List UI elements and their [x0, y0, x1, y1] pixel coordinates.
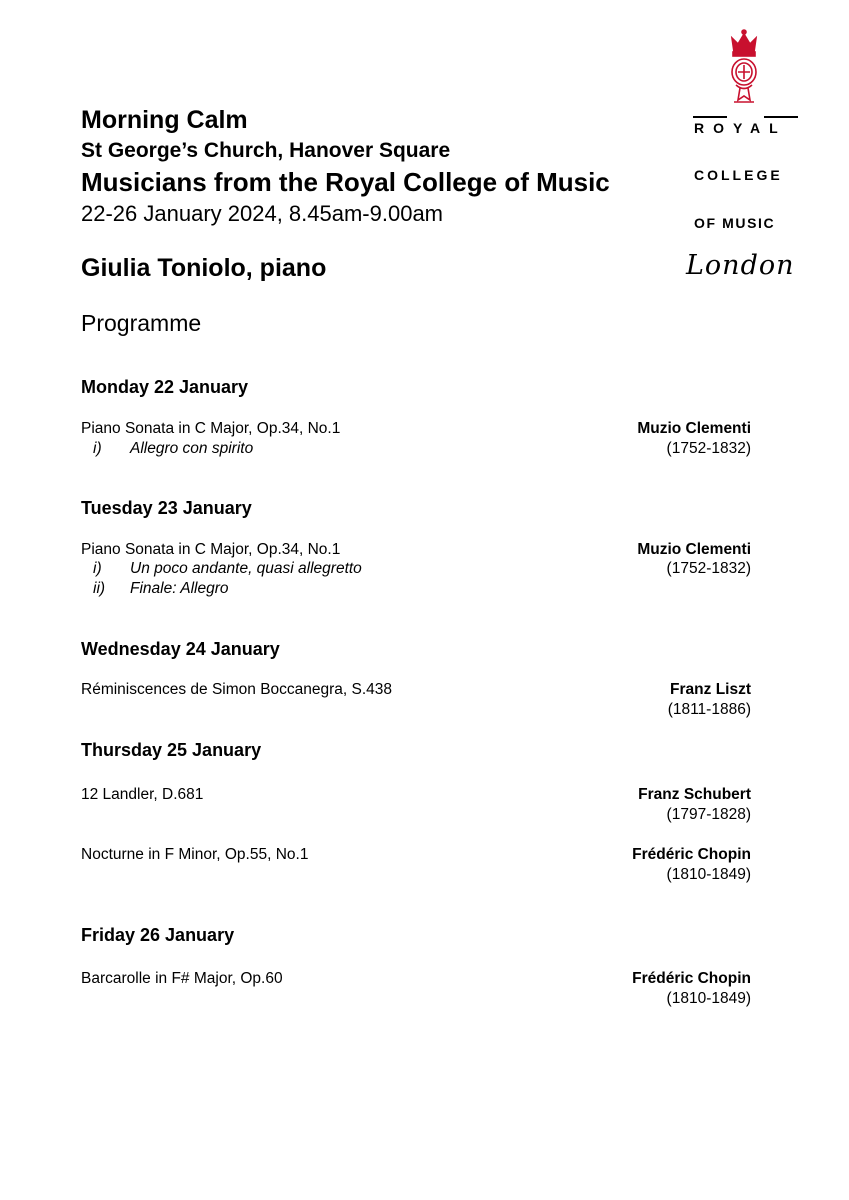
movement — [93, 559, 362, 579]
day-heading-friday: Friday 26 January — [81, 925, 235, 945]
composer-years: (1752-1832) — [666, 560, 751, 577]
movement — [93, 439, 253, 459]
day-heading-tuesday: Tuesday 23 January — [81, 498, 252, 518]
composer-name: Franz Liszt — [670, 681, 751, 698]
day-heading-wednesday: Wednesday 24 January — [81, 639, 280, 659]
logo-rule-right — [764, 116, 798, 118]
composer-name: Muzio Clementi — [637, 541, 751, 558]
work-title: Piano Sonata in C Major, Op.34, No.1 — [81, 420, 341, 437]
movement-name: Allegro con spirito — [130, 440, 254, 457]
logo-london: London — [686, 250, 795, 281]
logo-rule-left — [693, 116, 727, 118]
logo-of-music: OF MUSIC — [694, 215, 776, 231]
movement — [93, 579, 229, 599]
composer-name: Frédéric Chopin — [632, 970, 751, 987]
page-title: Morning Calm — [81, 106, 248, 134]
work-title: 12 Landler, D.681 — [81, 786, 204, 803]
venue: St George’s Church, Hanover Square — [81, 139, 451, 162]
musicians-heading: Musicians from the Royal College of Music — [81, 167, 610, 197]
movement-name: Finale: Allegro — [130, 580, 229, 597]
movement-number: i) — [93, 560, 102, 577]
work-title: Réminiscences de Simon Boccanegra, S.438 — [81, 681, 393, 698]
composer-name: Muzio Clementi — [637, 420, 751, 437]
logo-royal: ROYAL — [694, 120, 787, 136]
composer-years: (1810-1849) — [666, 866, 751, 883]
composer-name: Frédéric Chopin — [632, 846, 751, 863]
composer-years: (1752-1832) — [666, 440, 751, 457]
performer: Giulia Toniolo, piano — [81, 254, 327, 282]
composer-years: (1797-1828) — [666, 806, 751, 823]
composer-years: (1810-1849) — [666, 990, 751, 1007]
day-heading-monday: Monday 22 January — [81, 377, 249, 397]
movement-number: ii) — [93, 580, 106, 597]
work-title: Barcarolle in F# Major, Op.60 — [81, 970, 283, 987]
day-heading-thursday: Thursday 25 January — [81, 740, 262, 760]
composer-years: (1811-1886) — [667, 701, 751, 718]
rcm-logo — [686, 28, 806, 288]
composer-name: Franz Schubert — [638, 786, 751, 803]
work-title: Nocturne in F Minor, Op.55, No.1 — [81, 846, 309, 863]
movement-name: Un poco andante, quasi allegretto — [130, 560, 362, 577]
logo-college: COLLEGE — [694, 167, 783, 183]
work-title: Piano Sonata in C Major, Op.34, No.1 — [81, 541, 341, 558]
dates: 22-26 January 2024, 8.45am-9.00am — [81, 201, 444, 226]
crown-crest-icon — [722, 28, 766, 108]
movement-number: i) — [93, 440, 102, 457]
programme-label: Programme — [81, 310, 202, 336]
